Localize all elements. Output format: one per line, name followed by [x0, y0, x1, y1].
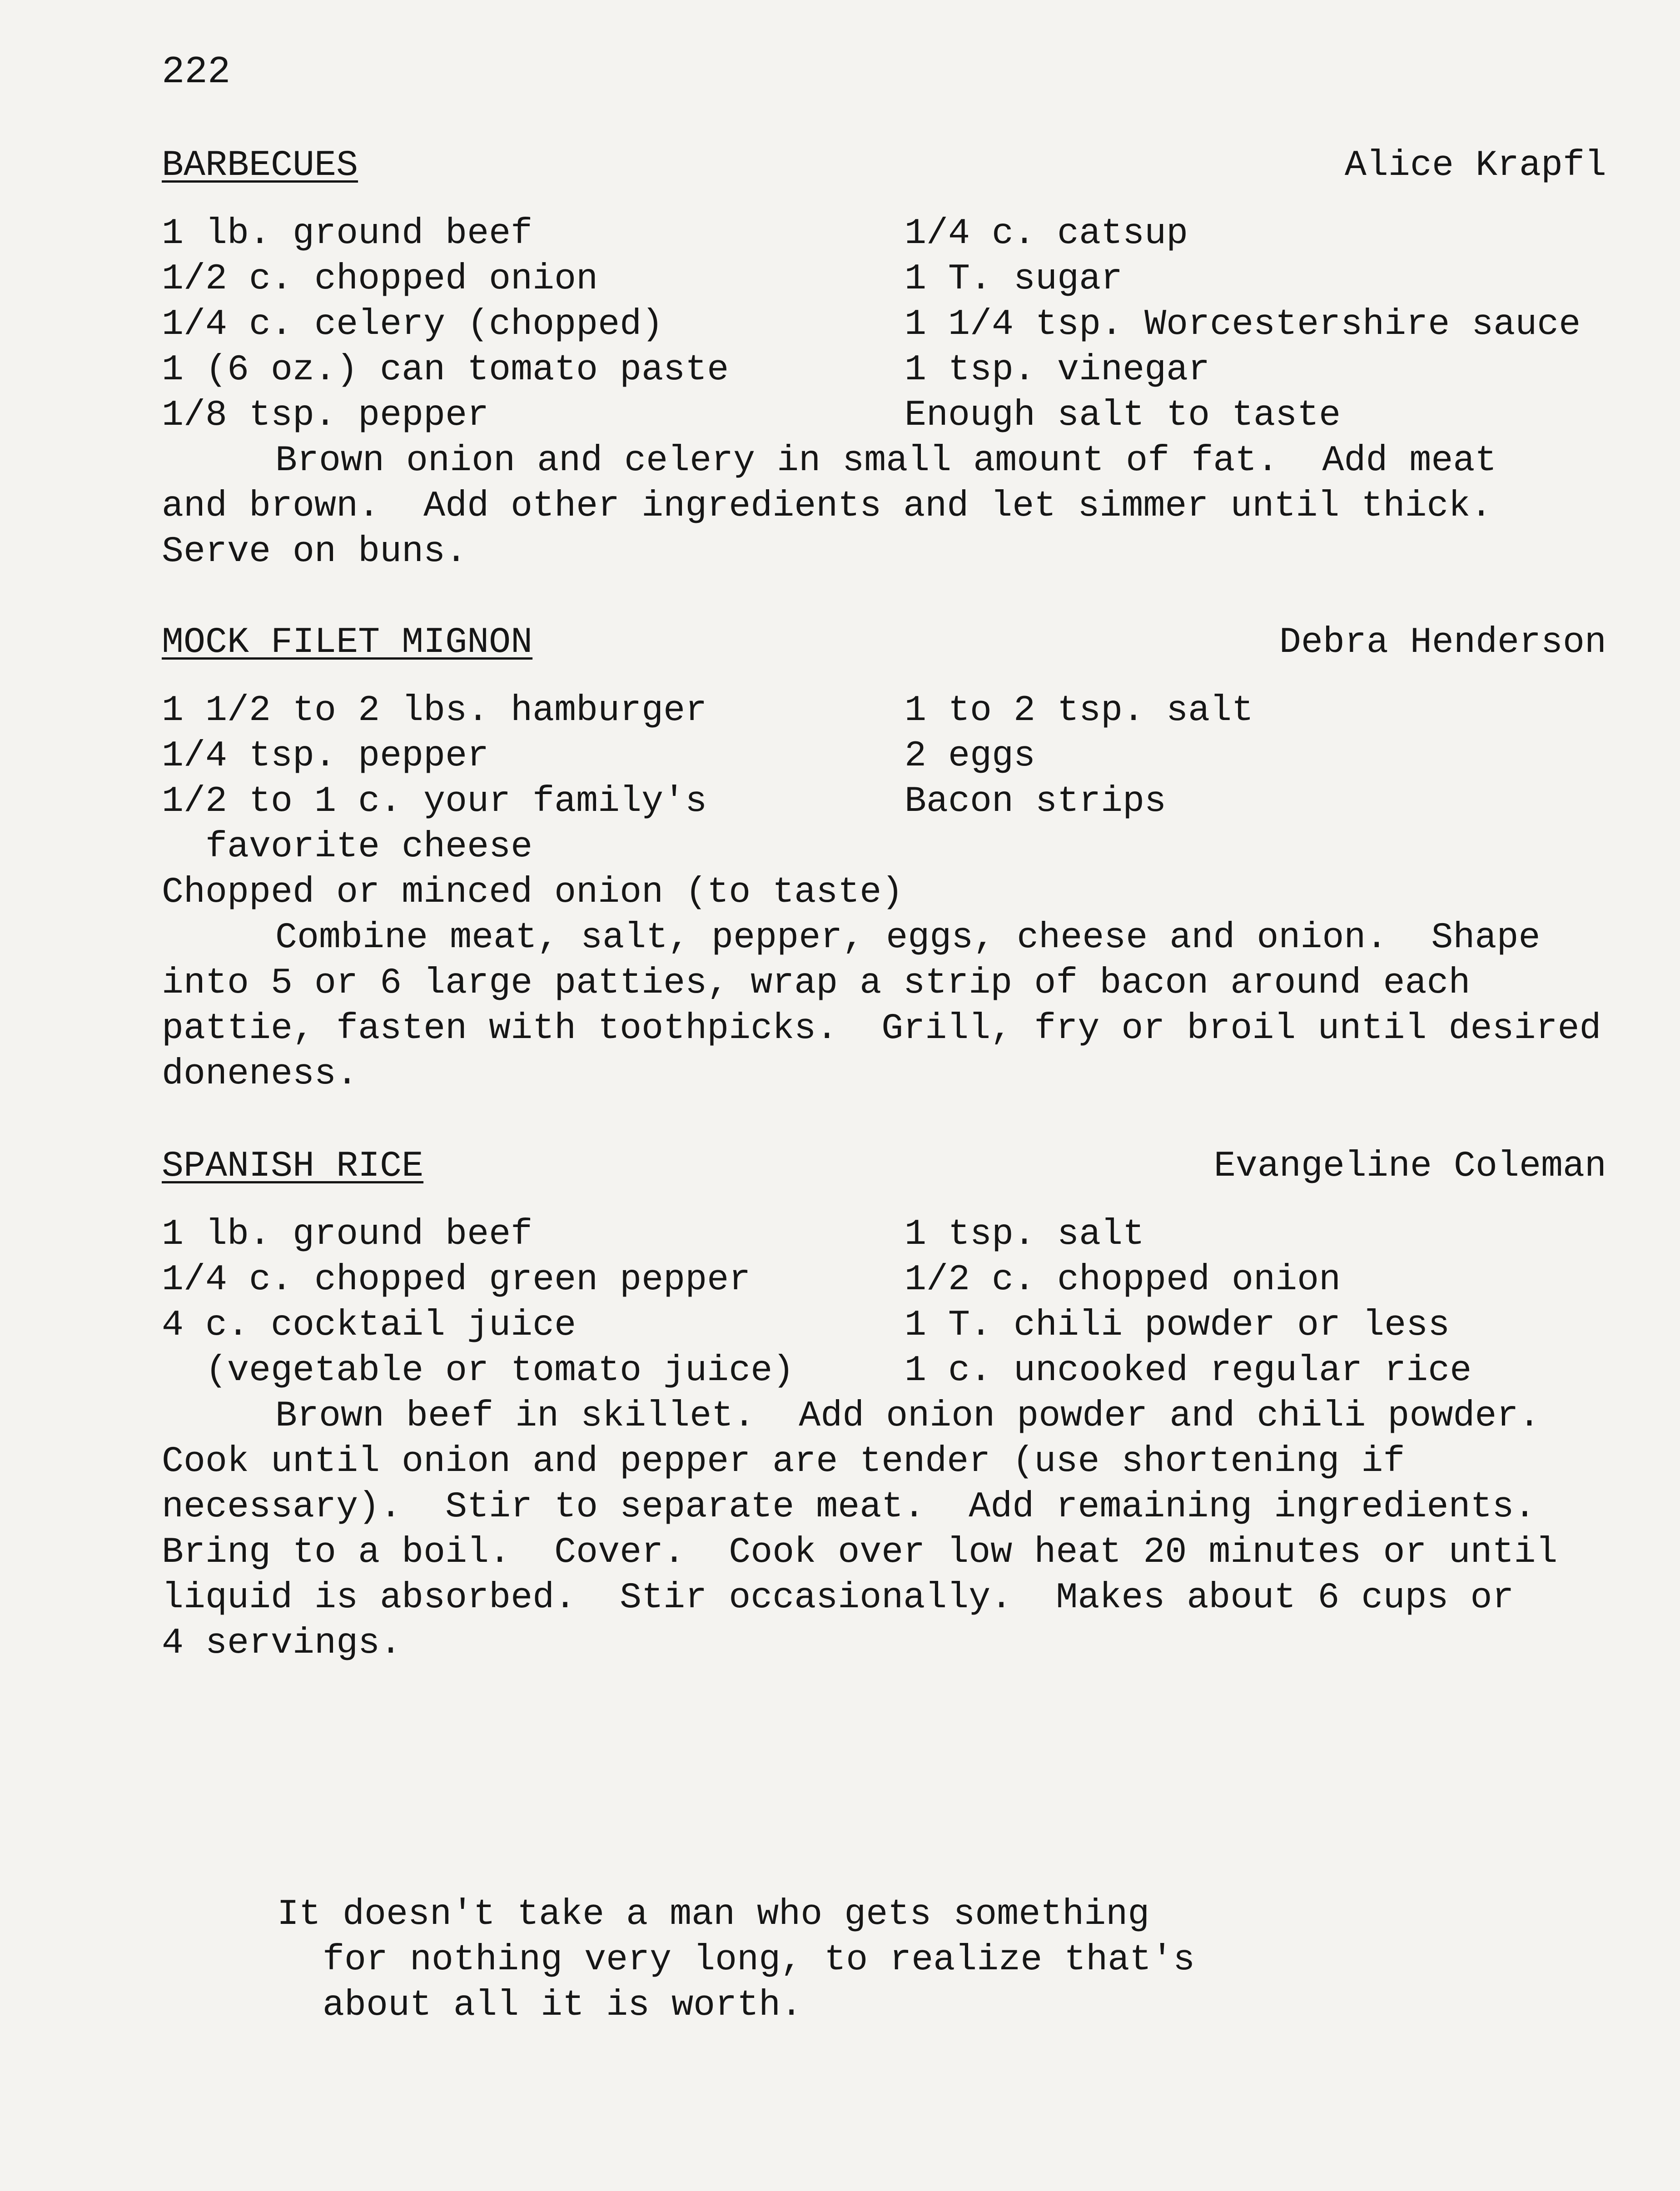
- ingredient-row: [162, 734, 1606, 779]
- direction-line: liquid is absorbed. Stir occasionally. Makes about 6 cups or: [162, 1577, 1514, 1619]
- direction-line: Combine meat, salt, pepper, eggs, cheese and onion. Shape: [275, 917, 1541, 959]
- direction-line: Brown beef in skillet. Add onion powder and chili powder.: [275, 1396, 1541, 1437]
- ingredient-right: 1 tsp. salt: [905, 1214, 1145, 1255]
- ingredient-row: [162, 1348, 1606, 1394]
- recipe-author: Alice Krapfl: [1344, 145, 1606, 186]
- ingredient-right: 1/2 c. chopped onion: [905, 1259, 1341, 1301]
- ingredient-left: 1 1/2 to 2 lbs. hamburger: [162, 690, 707, 731]
- ingredient-right: 2 eggs: [905, 735, 1036, 777]
- direction-line: Brown onion and celery in small amount of fat. Add meat: [275, 440, 1497, 482]
- ingredient-left: 1/4 c. celery (chopped): [162, 304, 664, 345]
- quote-line: about all it is worth.: [323, 1985, 803, 2026]
- ingredient-right: 1 T. sugar: [905, 258, 1123, 300]
- ingredient-list: [162, 1212, 1606, 1394]
- ingredient-row: [162, 393, 1606, 438]
- recipe-directions: [162, 438, 1606, 575]
- ingredient-left: 1/4 c. chopped green pepper: [162, 1259, 751, 1301]
- recipe-directions: [162, 1394, 1606, 1666]
- direction-line: into 5 or 6 large patties, wrap a strip of bacon around each: [162, 963, 1471, 1004]
- ingredient-row: [162, 302, 1606, 348]
- ingredient-row: [162, 688, 1606, 734]
- recipe-header: [162, 620, 1606, 666]
- ingredient-list: [162, 688, 1606, 915]
- page-number: 222: [162, 51, 231, 94]
- recipe-title: MOCK FILET MIGNON: [162, 622, 533, 663]
- direction-line: necessary). Stir to separate meat. Add remaining ingredients.: [162, 1486, 1536, 1528]
- recipe-directions: [162, 915, 1606, 1097]
- direction-line: and brown. Add other ingredients and let simmer until thick.: [162, 486, 1492, 527]
- filler-quote: [273, 1892, 1363, 2028]
- ingredient-row: [162, 1303, 1606, 1348]
- ingredient-left: 1 lb. ground beef: [162, 213, 533, 254]
- direction-line: Bring to a boil. Cover. Cook over low heat 20 minutes or until: [162, 1532, 1558, 1573]
- quote-line: for nothing very long, to realize that's: [323, 1939, 1195, 1981]
- ingredient-row: [162, 257, 1606, 302]
- recipe-mock-filet-mignon: [162, 620, 1606, 1097]
- direction-line: doneness.: [162, 1053, 358, 1095]
- ingredient-row: [162, 348, 1606, 393]
- ingredient-row: [162, 1257, 1606, 1303]
- ingredient-left: 1/4 tsp. pepper: [162, 735, 489, 777]
- ingredient-left: 1/2 to 1 c. your family's: [162, 781, 707, 822]
- ingredient-right: Bacon strips: [905, 781, 1167, 822]
- recipe-title: BARBECUES: [162, 145, 358, 186]
- direction-line: Cook until onion and pepper are tender (use shortening if: [162, 1441, 1405, 1482]
- ingredient-extra: Chopped or minced onion (to taste): [162, 872, 904, 913]
- ingredient-list: [162, 211, 1606, 438]
- direction-line: 4 servings.: [162, 1623, 402, 1664]
- recipe-author: Debra Henderson: [1279, 622, 1606, 663]
- ingredient-row: [162, 211, 1606, 257]
- quote-line: It doesn't take a man who gets something: [277, 1894, 1150, 1935]
- direction-line: Serve on buns.: [162, 531, 467, 572]
- direction-line: pattie, fasten with toothpicks. Grill, fry or broil until desired: [162, 1008, 1601, 1049]
- recipe-title: SPANISH RICE: [162, 1146, 424, 1187]
- recipe-barbecues: [162, 143, 1606, 575]
- ingredient-right: 1 to 2 tsp. salt: [905, 690, 1254, 731]
- ingredient-right: 1 tsp. vinegar: [905, 349, 1210, 391]
- ingredient-row: [162, 779, 1606, 825]
- ingredient-left: 1 (6 oz.) can tomato paste: [162, 349, 729, 391]
- ingredient-right: Enough salt to taste: [905, 395, 1341, 436]
- ingredient-left: favorite cheese: [205, 826, 533, 868]
- ingredient-left: 1 lb. ground beef: [162, 1214, 533, 1255]
- recipe-author: Evangeline Coleman: [1213, 1146, 1606, 1187]
- ingredient-row: [162, 825, 1606, 870]
- ingredient-left: 4 c. cocktail juice: [162, 1305, 577, 1346]
- ingredient-left: 1/8 tsp. pepper: [162, 395, 489, 436]
- ingredient-right: 1 1/4 tsp. Worcestershire sauce: [905, 304, 1581, 345]
- recipe-spanish-rice: [162, 1144, 1606, 1666]
- ingredient-left: (vegetable or tomato juice): [205, 1350, 795, 1391]
- ingredient-row: [162, 1212, 1606, 1257]
- recipe-header: [162, 143, 1606, 189]
- ingredient-right: 1 T. chili powder or less: [905, 1305, 1450, 1346]
- recipe-header: [162, 1144, 1606, 1189]
- ingredient-right: 1/4 c. catsup: [905, 213, 1188, 254]
- ingredient-left: 1/2 c. chopped onion: [162, 258, 598, 300]
- ingredient-right: 1 c. uncooked regular rice: [905, 1350, 1472, 1391]
